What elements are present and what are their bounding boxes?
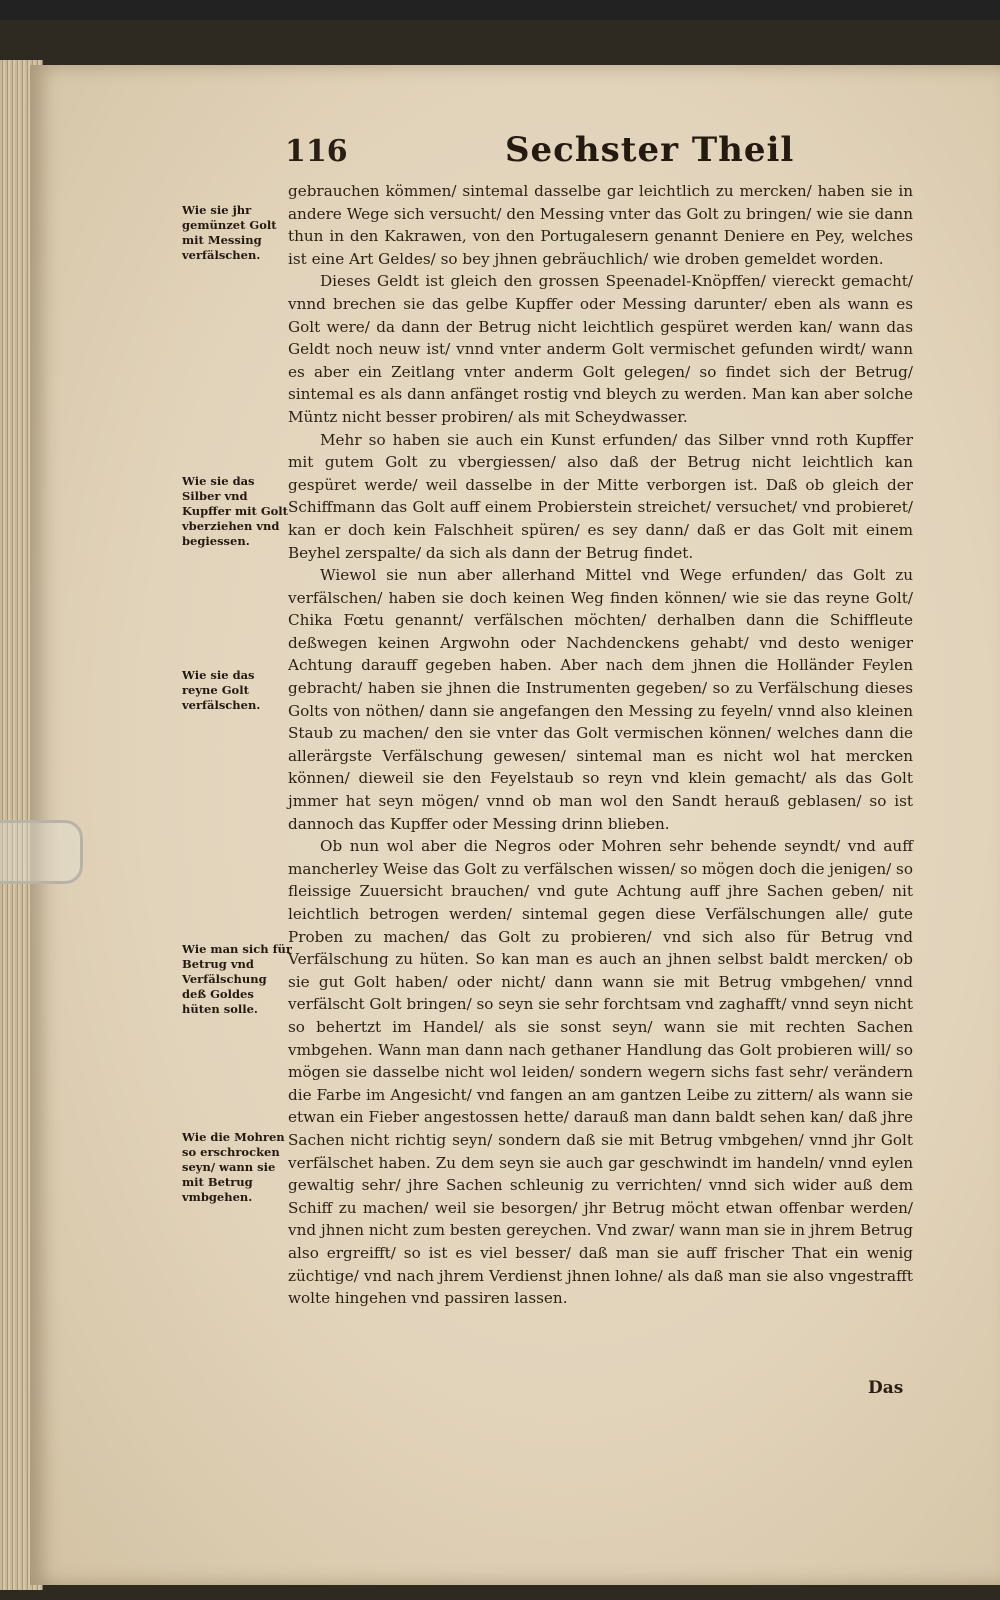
catchword: Das bbox=[868, 1378, 904, 1398]
page-header bbox=[285, 130, 905, 174]
margin-note: Wie sie jhr gemünzet Golt mit Messing verfälschen. bbox=[182, 203, 277, 262]
paragraph: Wiewol sie nun aber allerhand Mittel vnd Wege erfunden/ das Golt zu verfälschen/ haben sie doch keinen Weg finden können/ wie sie das reyne Golt/ Chika Fœtu genannt/ verfälschen möchten/ derhalben dann die Schiffleute deßwegen keinen Argwohn oder Nachdenckens gehabt/ vnd desto weniger Achtung darauff gegeben haben. Aber nach dem jhnen die Holländer Feylen gebracht/ haben sie jhnen die Instrumenten gegeben/ so zu Verfälschung dieses Golts von nöthen/ dann sie angefangen den Messing zu feyeln/ vnnd also kleinen Staub zu machen/ den sie vnter das Golt vermischen können/ welches dann die allerärgste Verfälschung gewesen/ sintemal man es nicht wol hat mercken können/ dieweil sie den Feyelstaub so reyn vnd klein gemacht/ als das Golt jmmer hat seyn mögen/ vnnd ob man wol den Sandt herauß geblasen/ so ist dannoch das Kupffer oder Messing drinn blieben. bbox=[288, 566, 913, 833]
body-text bbox=[288, 180, 913, 1310]
margin-note: Wie die Mohren so erschrocken seyn/ wann sie mit Betrug vmbgehen. bbox=[182, 1130, 285, 1204]
running-head: Sechster Theil bbox=[505, 130, 795, 170]
paragraph: Dieses Geldt ist gleich den grossen Speenadel-Knöpffen/ viereckt gemacht/ vnnd brechen sie das gelbe Kupffer oder Messing darunter/ eben als wann es Golt were/ da dann der Betrug nicht leichtlich gespüret werden kan/ wann das Geldt noch neuw ist/ vnnd vnter anderm Golt vermischet gefunden wirdt/ wann es aber ein Zeitlang vnter anderm Golt gelegen/ so findet sich der Betrug/ sintemal es als dann anfänget rostig vnd bleych zu werden. Man kan aber solche Müntz nicht besser probiren/ als mit Scheydwasser. bbox=[288, 272, 913, 426]
paragraph: Ob nun wol aber die Negros oder Mohren sehr behende seyndt/ vnd auff mancherley Weise das Golt zu verfälschen wissen/ so mögen doch die jenigen/ so fleissige Zuuersicht brauchen/ vnd gute Achtung auff jhre Sachen geben/ nit leichtlich betrogen werden/ sintemal gegen diese Verfälschungen alle/ gute Proben zu machen/ das Golt zu probieren/ vnd sich also für Betrug vnd Verfälschung zu hüten. So kan man es auch an jhnen selbst baldt mercken/ ob sie gut Golt haben/ oder nicht/ dann wann sie mit Betrug vmbgehen/ vnnd verfälscht Golt bringen/ so seyn sie sehr forchtsam vnd zaghafft/ vnnd seyn nicht so behertzt im Handel/ als sie sonst seyn/ wann sie mit rechten Sachen vmbgehen. Wann man dann nach gethaner Handlung das Golt probieren will/ so mögen sie dasselbe nicht wol leiden/ sondern wegern sichs fast sehr/ verändern die Farbe im Angesicht/ vnd fangen an am gantzen Leibe zu zittern/ als wann sie etwan ein Fieber angestossen hette/ darauß man dann baldt sehen kan/ daß jhre Sachen nicht richtig seyn/ sondern daß sie mit Betrug vmbgehen/ vnnd jhr Golt verfälschet haben. Zu dem seyn sie auch gar geschwindt im handeln/ vnnd eylen gewaltig sehr/ jhre Sachen schleunig zu verrichten/ vnnd sich wider auß dem Schiff zu machen/ weil sie besorgen/ jhr Betrug möcht etwan offenbar werden/ vnd jhnen nicht zum besten gereychen. Vnd zwar/ wann man sie in jhrem Betrug also ergreifft/ so ist es viel besser/ daß man sie auff frischer That ein wenig züchtige/ vnd nach jhrem Verdienst jhnen lohne/ als daß man sie also vngestrafft wolte hingehen vnd passiren lassen. bbox=[288, 837, 913, 1308]
paragraph: Mehr so haben sie auch ein Kunst erfunden/ das Silber vnnd roth Kupffer mit gutem Golt zu vbergiessen/ also daß der Betrug nicht leichtlich kan gespüret werde/ weil dasselbe in der Mitte verborgen ist. Daß ob gleich der Schiffmann das Golt auff einem Probierstein streichet/ versuchet/ vnd probieret/ kan er doch kein Falschheit spüren/ es sey dann/ daß er das Golt mit einem Beyhel zerspalte/ da sich als dann der Betrug findet. bbox=[288, 430, 913, 562]
margin-note: Wie sie das reyne Golt verfälschen. bbox=[182, 668, 261, 712]
page-clip bbox=[0, 820, 83, 884]
margin-note: Wie man sich für Betrug vnd Verfälschung deß Goldes hüten solle. bbox=[182, 942, 292, 1016]
margin-note: Wie sie das Silber vnd Kupffer mit Golt vberziehen vnd begiessen. bbox=[182, 474, 288, 548]
page-number: 116 bbox=[285, 134, 348, 169]
paragraph: gebrauchen kömmen/ sintemal dasselbe gar leichtlich zu mercken/ haben sie in andere Wege sich versucht/ den Messing vnter das Golt zu bringen/ wie sie dann thun in den Kakrawen, von den Portugalesern genannt Deniere en Pey, welches ist eine Art Geldes/ so bey jhnen gebräuchlich/ wie droben gemeldet worden. bbox=[288, 182, 913, 268]
